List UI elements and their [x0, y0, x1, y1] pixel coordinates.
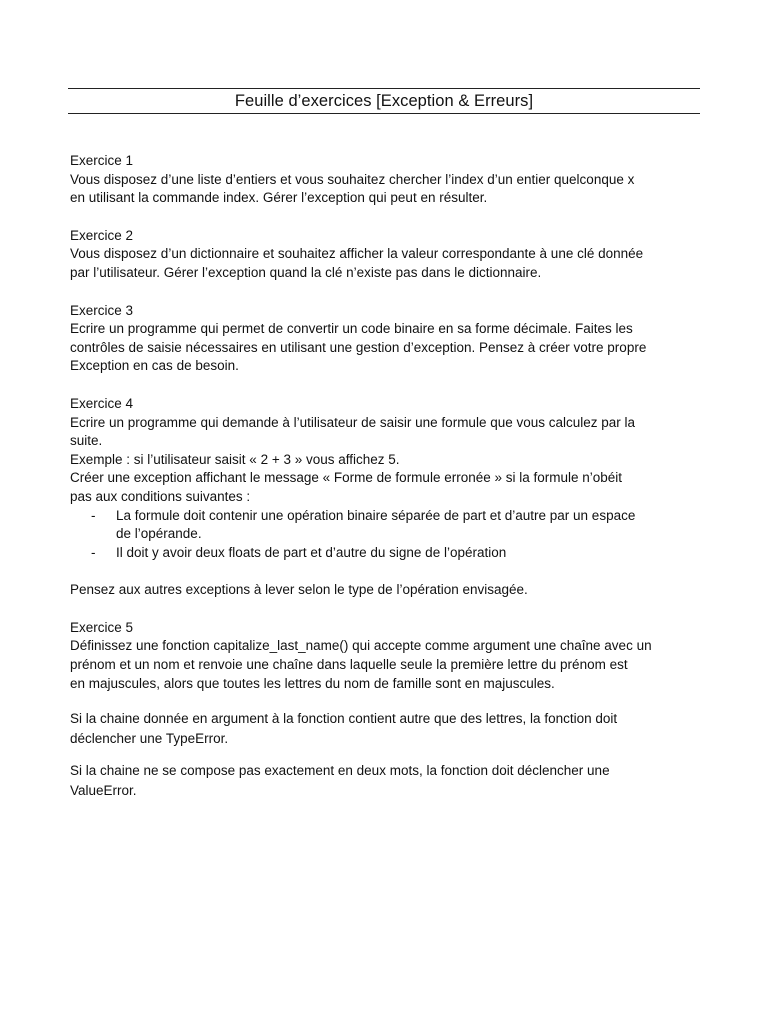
exercise-text-line: pas aux conditions suivantes :	[70, 488, 251, 504]
list-item	[70, 507, 700, 544]
exercise-text-line: suite.	[70, 433, 103, 449]
exercise-heading: Exercice 2	[70, 227, 134, 243]
exercise-text-line: prénom et un nom et renvoie une chaîne dans laquelle seule la première lettre du prénom est	[70, 657, 628, 673]
exercise-note: Pensez aux autres exceptions à lever selon le type de l’opération envisagée.	[70, 582, 528, 598]
exercise-text-line: contrôles de saisie nécessaires en utilisant une gestion d’exception. Pensez à créer votre propre	[70, 339, 647, 355]
bullet-dash: -	[91, 507, 96, 523]
exercise-text-line: Si la chaine donnée en argument à la fonction contient autre que des lettres, la fonction doit	[70, 711, 618, 727]
exercise-text-line: Ecrire un programme qui permet de convertir un code binaire en sa forme décimale. Faites les	[70, 321, 633, 337]
exercise-text-line: Exemple : si l’utilisateur saisit « 2 + 3 » vous affichez 5.	[70, 451, 400, 467]
exercise-5	[70, 619, 700, 801]
exercise-3	[70, 302, 700, 376]
list-item-line: de l’opérande.	[116, 526, 202, 542]
exercise-2	[70, 227, 700, 283]
exercise-text-line: Si la chaine ne se compose pas exactement en deux mots, la fonction doit déclencher une	[70, 763, 610, 779]
spacer	[70, 749, 700, 761]
exercise-text-line: Vous disposez d’une liste d’entiers et vous souhaitez chercher l’index d’un entier quelconque x	[70, 171, 635, 187]
exercise-text-line: Définissez une fonction capitalize_last_name() qui accepte comme argument une chaîne avec un	[70, 638, 652, 654]
exercise-text-line: Vous disposez d’un dictionnaire et souhaitez afficher la valeur correspondante à une clé donnée	[70, 246, 644, 262]
exercise-text-line: en utilisant la commande index. Gérer l’exception qui peut en résulter.	[70, 190, 488, 206]
exercise-heading: Exercice 1	[70, 153, 134, 168]
bullet-dash: -	[91, 544, 96, 560]
exercise-text-line: Créer une exception affichant le message « Forme de formule erronée » si la formule n’obéit	[70, 470, 623, 486]
document-body	[70, 152, 700, 820]
title-block	[68, 88, 700, 114]
exercise-text-line: ValueError.	[70, 783, 137, 799]
exercise-heading: Exercice 5	[70, 619, 134, 635]
exercise-text-line: Ecrire un programme qui demande à l’utilisateur de saisir une formule que vous calculez par la	[70, 414, 636, 430]
exercise-text-line: Exception en cas de besoin.	[70, 358, 239, 374]
exercise-heading: Exercice 4	[70, 395, 134, 411]
spacer	[70, 562, 700, 581]
list-item	[70, 544, 700, 563]
exercise-text-line: par l’utilisateur. Gérer l’exception quand la clé n’existe pas dans le dictionnaire.	[70, 264, 542, 280]
conditions-list	[70, 507, 700, 563]
list-item-line: La formule doit contenir une opération binaire séparée de part et d’autre par un espace	[116, 507, 636, 523]
page-title: Feuille d’exercices [Exception & Erreurs]	[234, 92, 534, 110]
spacer	[70, 693, 700, 709]
exercise-4	[70, 395, 700, 600]
list-item-line: Il doit y avoir deux floats de part et d’autre du signe de l’opération	[116, 544, 507, 560]
exercise-1	[70, 152, 700, 208]
exercise-text-line: déclencher une TypeError.	[70, 731, 229, 747]
exercise-heading: Exercice 3	[70, 302, 134, 318]
exercise-text-line: en majuscules, alors que toutes les lettres du nom de famille sont en majuscules.	[70, 675, 555, 691]
